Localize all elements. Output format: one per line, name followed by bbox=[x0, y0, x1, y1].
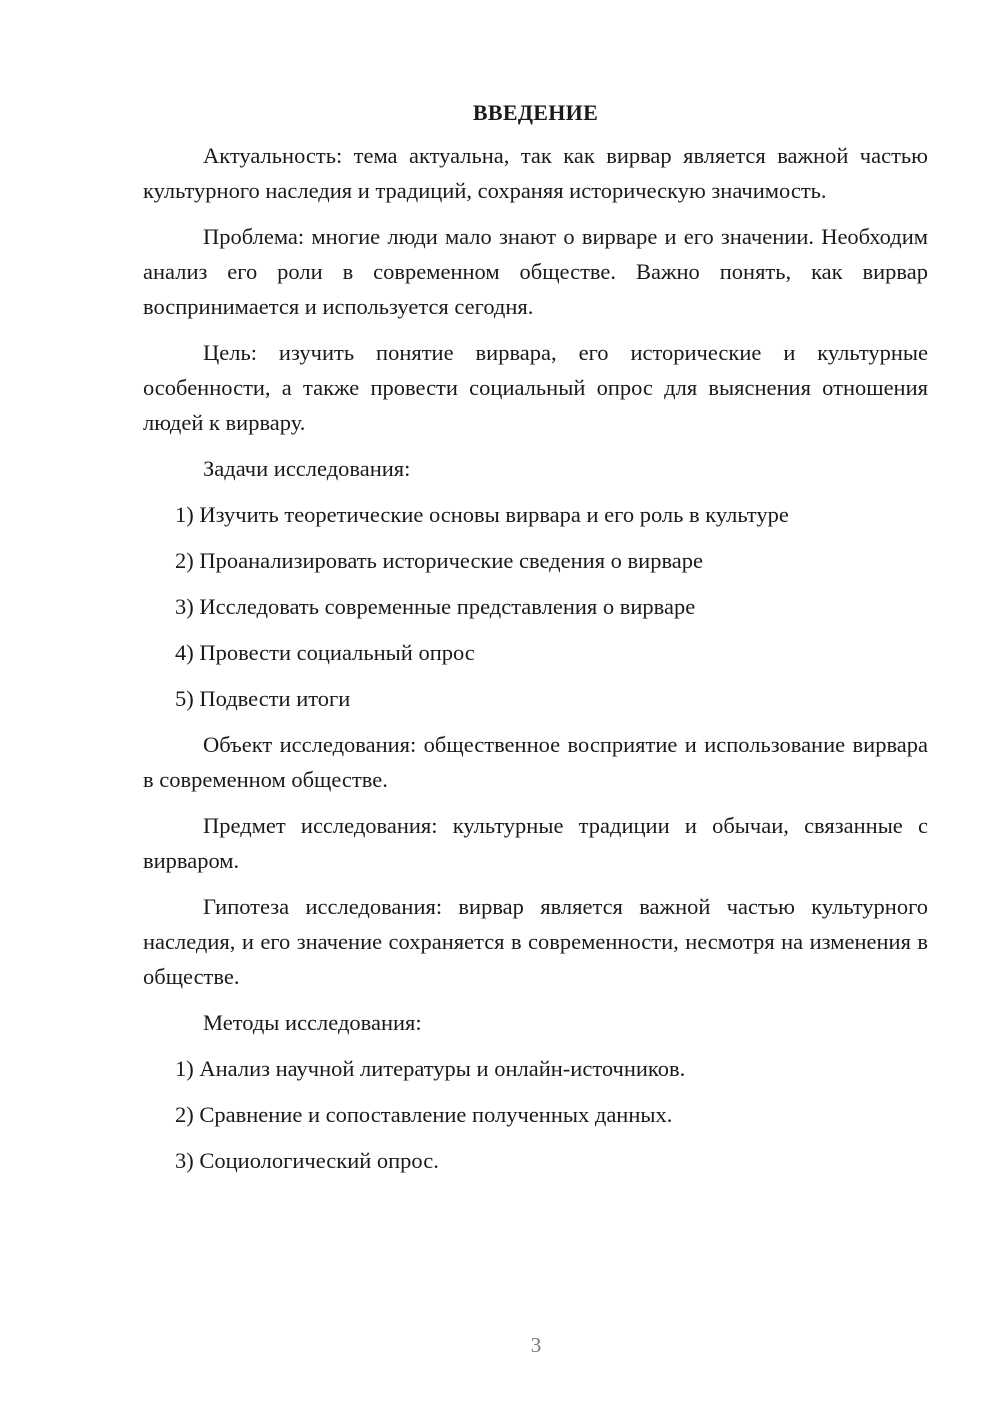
goal-paragraph: Цель: изучить понятие вирвара, его исторические и культурные особенности, а также провести социальный опрос для выяснения отношения людей к вирвару. bbox=[143, 340, 928, 435]
page-title: ВВЕДЕНИЕ bbox=[472, 100, 599, 125]
methods-heading: Методы исследования: bbox=[203, 1010, 422, 1035]
hypothesis-paragraph: Гипотеза исследования: вирвар является важной частью культурного наследия, и его значение сохраняется в современности, несмотря на изменения в обществе. bbox=[143, 894, 928, 989]
page-number: 3 bbox=[530, 1333, 542, 1357]
method-item: 3) Социологический опрос. bbox=[175, 1148, 439, 1173]
tasks-list bbox=[143, 497, 928, 716]
task-item: 3) Исследовать современные представления о вирваре bbox=[175, 594, 696, 619]
task-item: 2) Проанализировать исторические сведения о вирваре bbox=[175, 548, 704, 573]
object-paragraph: Объект исследования: общественное восприятие и использование вирвара в современном обществе. bbox=[143, 732, 928, 792]
methods-list bbox=[143, 1051, 928, 1178]
task-item: 1) Изучить теоретические основы вирвара и его роль в культуре bbox=[175, 502, 789, 527]
method-item: 2) Сравнение и сопоставление полученных данных. bbox=[175, 1102, 673, 1127]
tasks-heading: Задачи исследования: bbox=[203, 456, 411, 481]
task-item: 5) Подвести итоги bbox=[175, 686, 351, 711]
document-page bbox=[143, 95, 928, 1189]
problem-paragraph: Проблема: многие люди мало знают о вирваре и его значении. Необходим анализ его роли в современном обществе. Важно понять, как вирвар воспринимается и используется сегодня. bbox=[143, 224, 928, 319]
subject-paragraph: Предмет исследования: культурные традиции и обычаи, связанные с вирваром. bbox=[143, 813, 928, 873]
task-item: 4) Провести социальный опрос bbox=[175, 640, 475, 665]
relevance-paragraph: Актуальность: тема актуальна, так как вирвар является важной частью культурного наследия и традиций, сохраняя историческую значимость. bbox=[143, 143, 928, 203]
method-item: 1) Анализ научной литературы и онлайн-источников. bbox=[175, 1056, 686, 1081]
